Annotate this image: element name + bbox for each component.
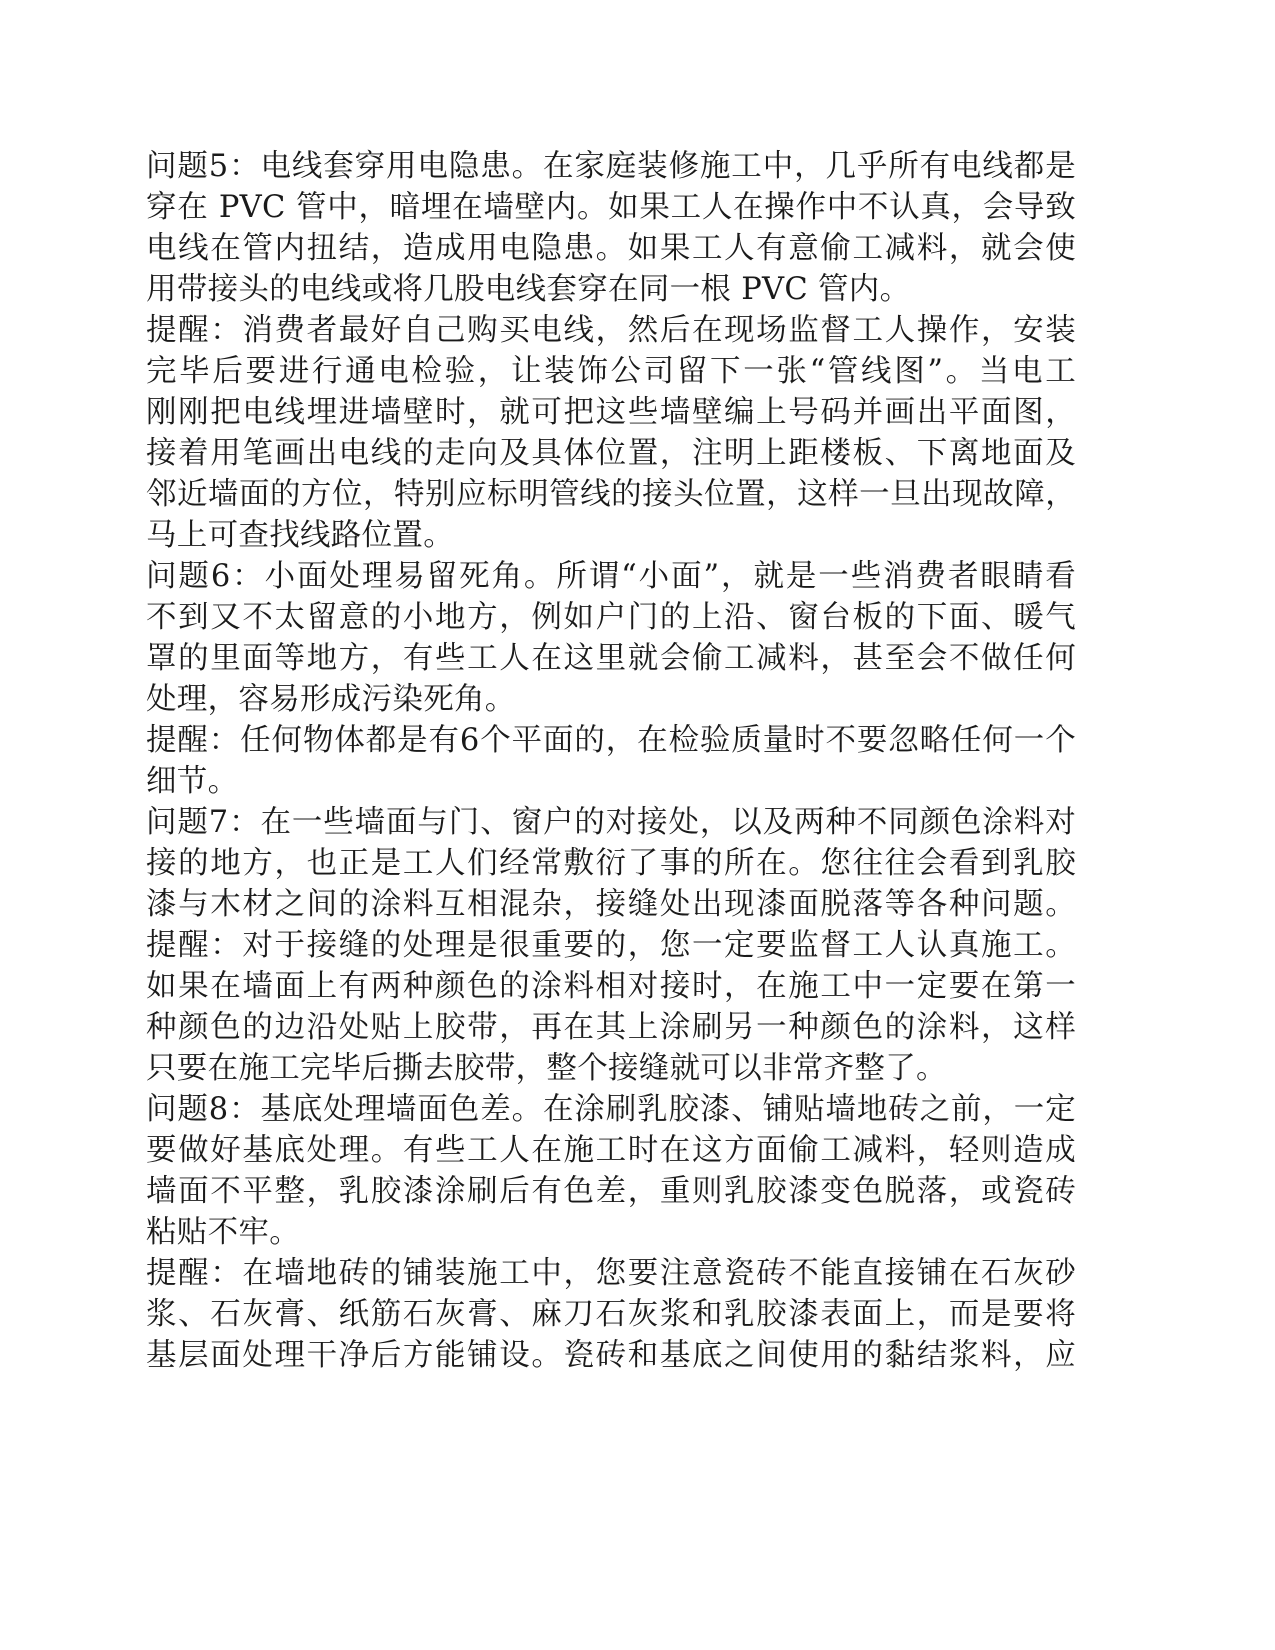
text-line: 浆、石灰膏、纸筋石灰膏、麻刀石灰浆和乳胶漆表面上，而是要将 xyxy=(146,1297,1076,1332)
text-line: 用带接头的电线或将几股电线套穿在同一根 PVC 管内。 xyxy=(146,272,911,307)
text-line: 基层面处理干净后方能铺设。瓷砖和基底之间使用的黏结浆料，应 xyxy=(146,1338,1076,1373)
text-line: 细节。 xyxy=(146,764,239,799)
text-line: 完毕后要进行通电检验，让装饰公司留下一张“管线图”。当电工 xyxy=(146,354,1076,389)
text-line: 处理，容易形成污染死角。 xyxy=(146,682,516,717)
text-line: 接的地方，也正是工人们经常敷衍了事的所在。您往往会看到乳胶 xyxy=(146,846,1076,881)
text-line: 问题8：基底处理墙面色差。在涂刷乳胶漆、铺贴墙地砖之前，一定 xyxy=(146,1092,1076,1127)
text-line: 提醒：对于接缝的处理是很重要的，您一定要监督工人认真施工。 xyxy=(146,928,1076,963)
text-line: 问题7：在一些墙面与门、窗户的对接处，以及两种不同颜色涂料对 xyxy=(146,805,1076,840)
document-page xyxy=(146,146,1076,1376)
text-line: 种颜色的边沿处贴上胶带，再在其上涂刷另一种颜色的涂料，这样 xyxy=(146,1010,1076,1045)
text-line: 马上可查找线路位置。 xyxy=(146,518,454,553)
text-line: 罩的里面等地方，有些工人在这里就会偷工减料，甚至会不做任何 xyxy=(146,641,1076,676)
text-line: 墙面不平整，乳胶漆涂刷后有色差，重则乳胶漆变色脱落，或瓷砖 xyxy=(146,1174,1076,1209)
text-line: 要做好基底处理。有些工人在施工时在这方面偷工减料，轻则造成 xyxy=(146,1133,1076,1168)
text-line: 接着用笔画出电线的走向及具体位置，注明上距楼板、下离地面及 xyxy=(146,436,1076,471)
text-line: 提醒：消费者最好自己购买电线，然后在现场监督工人操作，安装 xyxy=(146,313,1076,348)
text-line: 提醒：在墙地砖的铺装施工中，您要注意瓷砖不能直接铺在石灰砂 xyxy=(146,1256,1076,1291)
text-line: 问题6：小面处理易留死角。所谓“小面”，就是一些消费者眼睛看 xyxy=(146,559,1076,594)
text-line: 粘贴不牢。 xyxy=(146,1215,300,1250)
text-line: 只要在施工完毕后撕去胶带，整个接缝就可以非常齐整了。 xyxy=(146,1051,947,1086)
text-line: 电线在管内扭结，造成用电隐患。如果工人有意偷工减料，就会使 xyxy=(146,231,1076,266)
text-line: 刚刚把电线埋进墙壁时，就可把这些墙壁编上号码并画出平面图， xyxy=(146,395,1076,430)
text-line: 问题5：电线套穿用电隐患。在家庭装修施工中，几乎所有电线都是 xyxy=(146,149,1076,184)
text-line: 穿在 PVC 管中，暗埋在墙壁内。如果工人在操作中不认真，会导致 xyxy=(146,190,1076,225)
text-line: 漆与木材之间的涂料互相混杂，接缝处出现漆面脱落等各种问题。 xyxy=(146,887,1076,922)
text-line: 提醒：任何物体都是有6个平面的，在检验质量时不要忽略任何一个 xyxy=(146,723,1076,758)
text-line: 如果在墙面上有两种颜色的涂料相对接时，在施工中一定要在第一 xyxy=(146,969,1076,1004)
text-line: 邻近墙面的方位，特别应标明管线的接头位置，这样一旦出现故障， xyxy=(146,477,1076,512)
text-line: 不到又不太留意的小地方，例如户门的上沿、窗台板的下面、暖气 xyxy=(146,600,1076,635)
